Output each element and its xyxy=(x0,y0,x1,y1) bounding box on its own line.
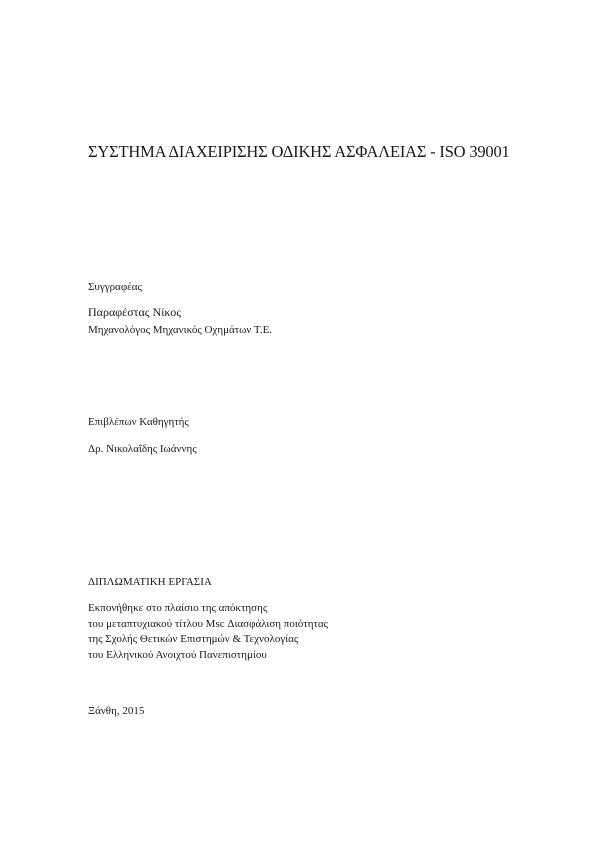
document-title: ΣΥΣΤΗΜΑ ΔΙΑΧΕΙΡΙΣΗΣ ΟΔΙΚΗΣ ΑΣΦΑΛΕΙΑΣ - ISO 39001 xyxy=(88,142,510,161)
supervisor-label: Επιβλέπων Καθηγητής xyxy=(88,416,189,428)
supervisor-name: Δρ. Νικολαΐδης Ιωάννης xyxy=(88,443,197,455)
purpose-statement xyxy=(88,601,328,663)
place-date: Ξάνθη, 2015 xyxy=(88,705,145,717)
purpose-line: Εκπονήθηκε στο πλαίσιο της απόκτησης xyxy=(88,602,268,614)
thesis-type: ΔΙΠΛΩΜΑΤΙΚΗ ΕΡΓΑΣΙΑ xyxy=(88,576,212,588)
author-label: Συγγραφέας xyxy=(88,281,142,293)
purpose-line: του Ελληνικού Ανοιχτού Πανεπιστημίου xyxy=(88,648,267,661)
purpose-line: της Σχολής Θετικών Επιστημών & Τεχνολογίας xyxy=(88,633,299,645)
author-role: Μηχανολόγος Μηχανικός Οχημάτων Τ.Ε. xyxy=(88,324,273,336)
author-name: Παραφέστας Νίκος xyxy=(88,305,181,319)
purpose-line: του μεταπτυχιακού τίτλου Msc Διασφάλιση ποιότητας xyxy=(88,617,329,630)
